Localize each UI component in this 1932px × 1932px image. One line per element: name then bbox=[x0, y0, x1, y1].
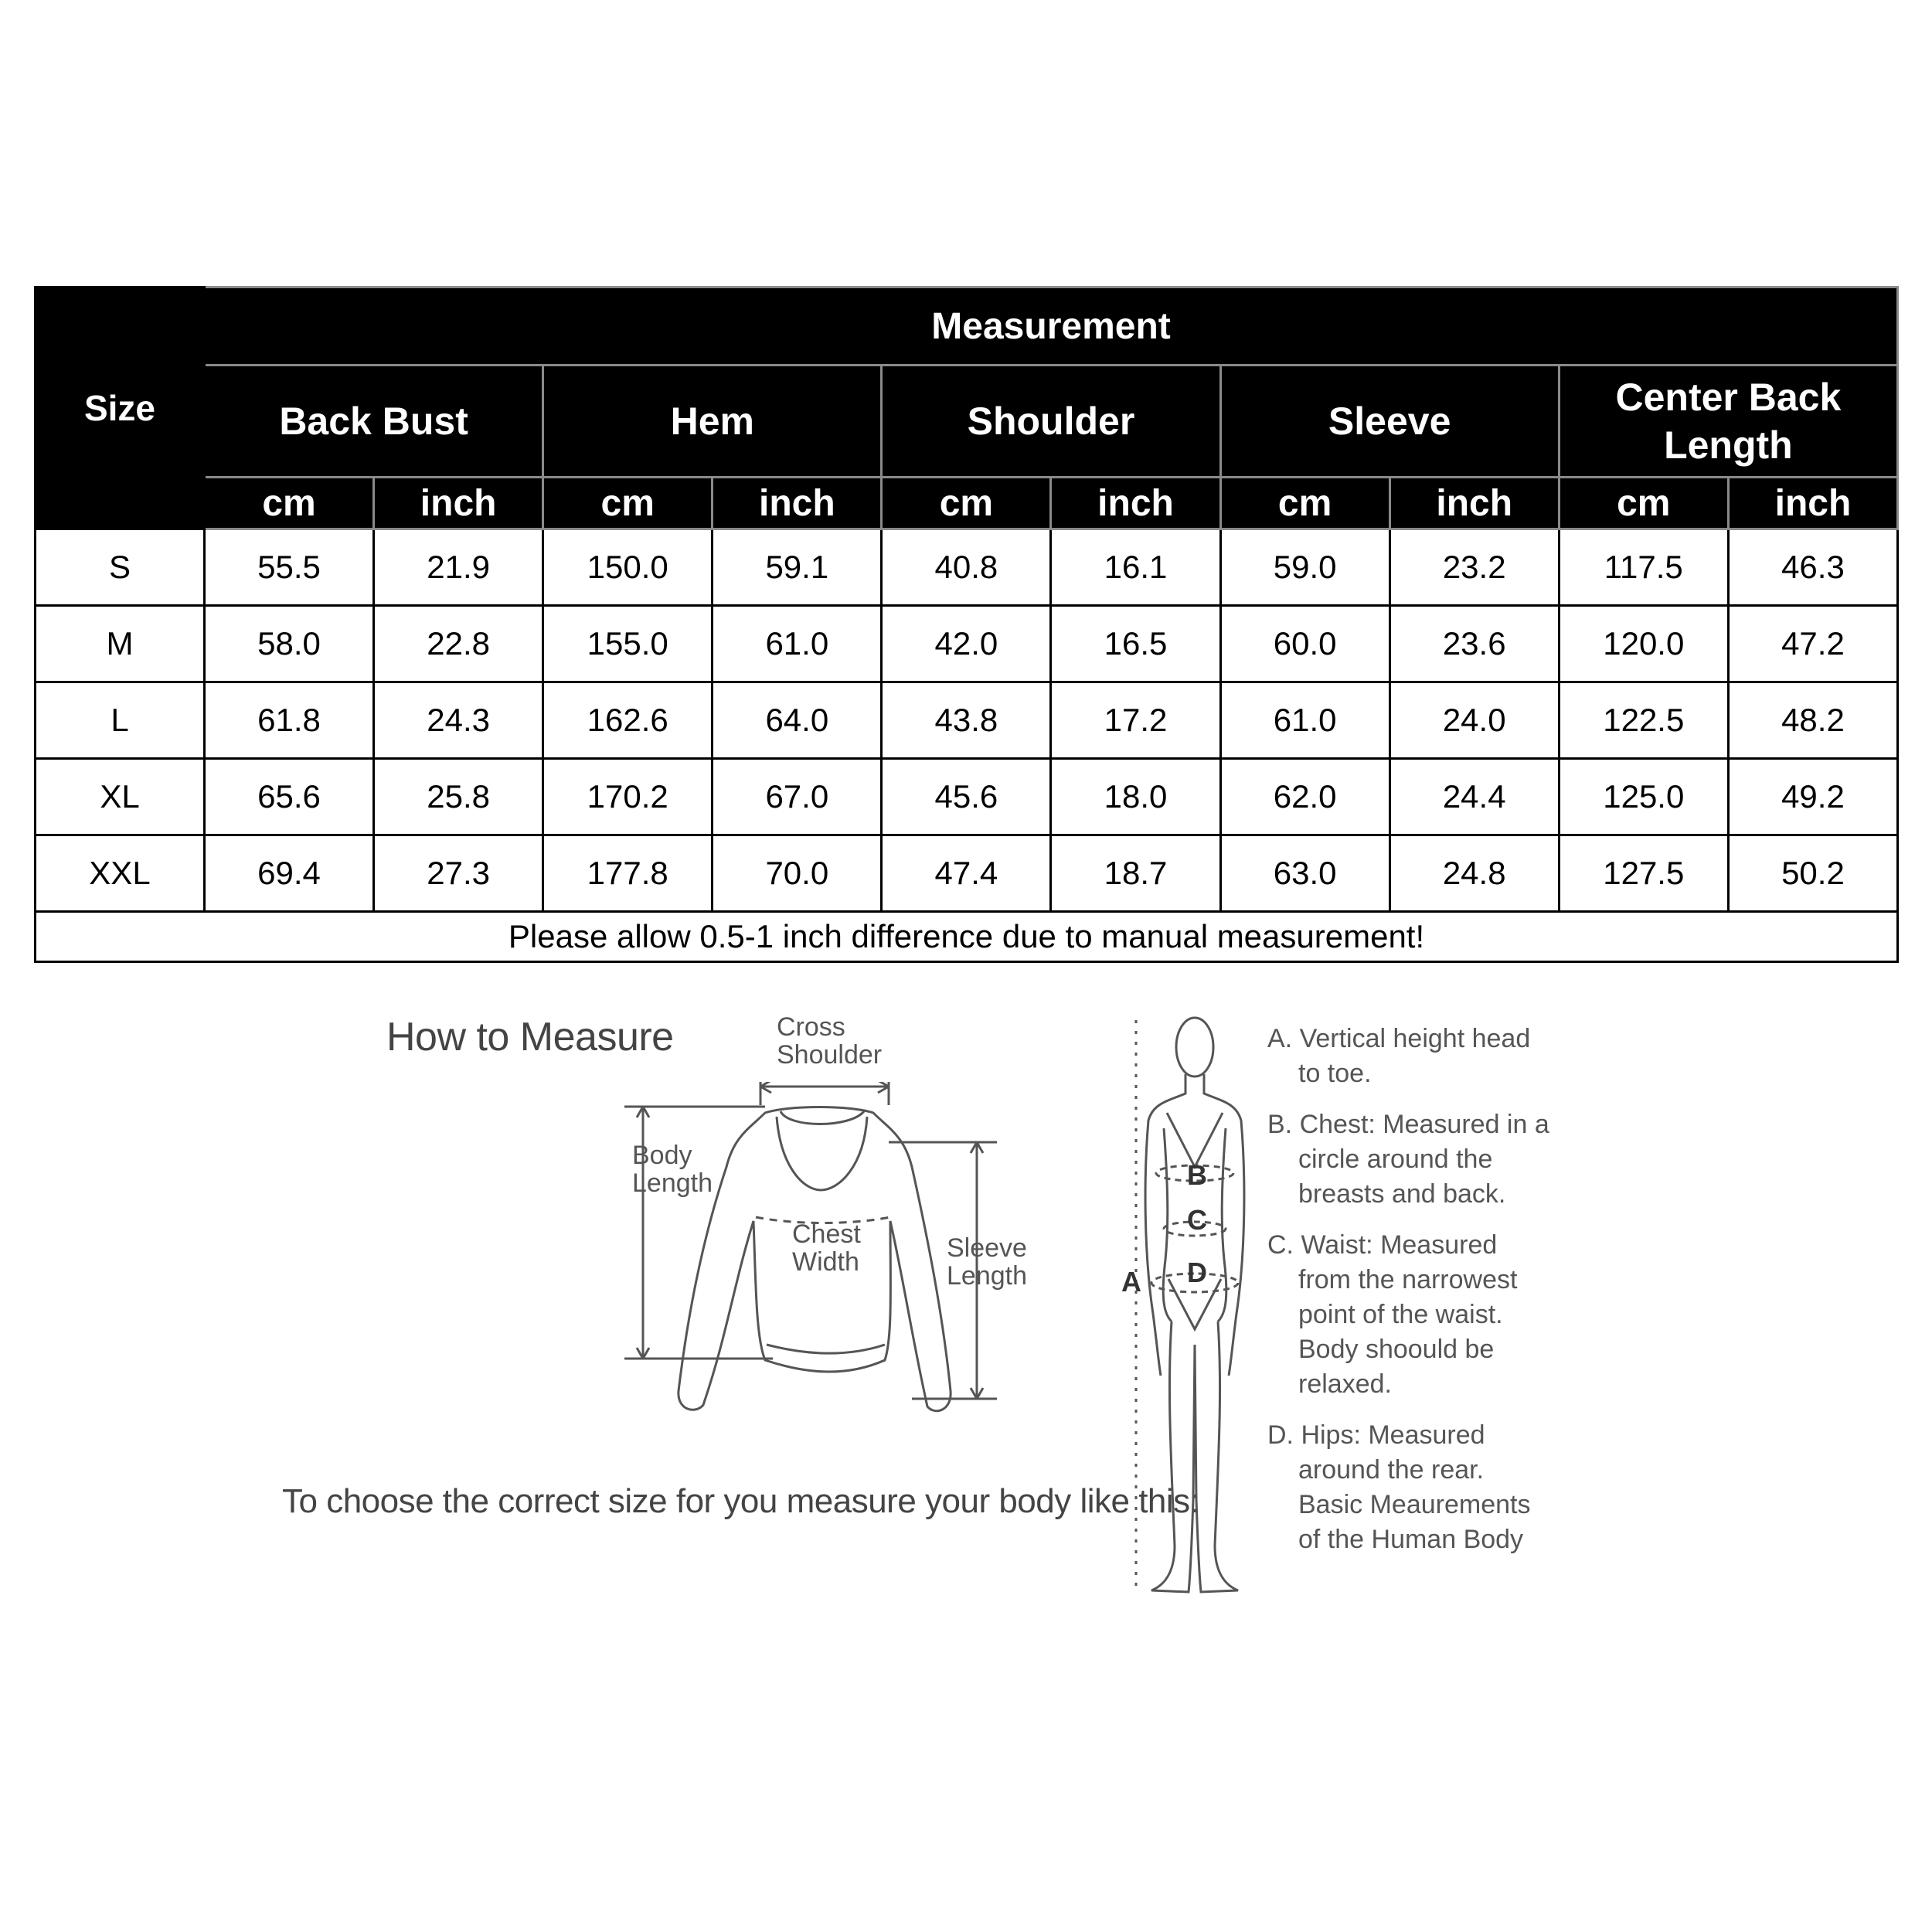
value-cell: 24.8 bbox=[1389, 835, 1559, 912]
legend-item-line: relaxed. bbox=[1298, 1369, 1392, 1399]
value-cell: 177.8 bbox=[543, 835, 713, 912]
value-cell: 67.0 bbox=[713, 759, 882, 835]
value-cell: 17.2 bbox=[1051, 682, 1220, 759]
measurement-header: Measurement bbox=[205, 287, 1898, 366]
value-cell: 127.5 bbox=[1559, 835, 1728, 912]
value-cell: 58.0 bbox=[205, 606, 374, 682]
value-cell: 49.2 bbox=[1728, 759, 1897, 835]
value-cell: 27.3 bbox=[374, 835, 543, 912]
value-cell: 61.8 bbox=[205, 682, 374, 759]
value-cell: 42.0 bbox=[882, 606, 1051, 682]
legend-item-line: circle around the bbox=[1298, 1145, 1493, 1174]
body-letter-c: C bbox=[1187, 1204, 1207, 1236]
unit-header-inch: inch bbox=[1728, 478, 1897, 529]
table-row bbox=[36, 606, 1898, 682]
group-header-back-bust: Back Bust bbox=[205, 366, 543, 478]
legend-item-line: Body shoould be bbox=[1298, 1335, 1495, 1364]
value-cell: 125.0 bbox=[1559, 759, 1728, 835]
size-cell: M bbox=[36, 606, 205, 682]
body-measure-legend bbox=[1267, 1022, 1592, 1573]
sleeve-length-label bbox=[947, 1235, 1027, 1290]
legend-item-heading: A. Vertical height head bbox=[1267, 1024, 1531, 1053]
value-cell: 47.2 bbox=[1728, 606, 1897, 682]
body-figure-diagram bbox=[1121, 1005, 1260, 1607]
value-cell: 48.2 bbox=[1728, 682, 1897, 759]
table-row bbox=[36, 682, 1898, 759]
value-cell: 63.0 bbox=[1220, 835, 1389, 912]
value-cell: 22.8 bbox=[374, 606, 543, 682]
how-to-measure-title: How to Measure bbox=[386, 1015, 674, 1060]
value-cell: 45.6 bbox=[882, 759, 1051, 835]
value-cell: 16.1 bbox=[1051, 529, 1220, 606]
body-letter-d: D bbox=[1187, 1257, 1207, 1288]
body-length-label bbox=[632, 1142, 713, 1197]
value-cell: 162.6 bbox=[543, 682, 713, 759]
value-cell: 18.7 bbox=[1051, 835, 1220, 912]
group-header-sleeve: Sleeve bbox=[1220, 366, 1559, 478]
value-cell: 23.2 bbox=[1389, 529, 1559, 606]
value-cell: 155.0 bbox=[543, 606, 713, 682]
legend-item-heading: B. Chest: Measured in a bbox=[1267, 1110, 1549, 1139]
value-cell: 43.8 bbox=[882, 682, 1051, 759]
chest-width-label-line1: Chest bbox=[792, 1219, 861, 1249]
value-cell: 18.0 bbox=[1051, 759, 1220, 835]
unit-header-inch: inch bbox=[1389, 478, 1559, 529]
unit-header-inch: inch bbox=[1051, 478, 1220, 529]
size-column-header: Size bbox=[36, 287, 205, 529]
table-row bbox=[36, 529, 1898, 606]
size-cell: S bbox=[36, 529, 205, 606]
unit-header-cm: cm bbox=[1220, 478, 1389, 529]
value-cell: 117.5 bbox=[1559, 529, 1728, 606]
size-cell: XXL bbox=[36, 835, 205, 912]
group-header-shoulder: Shoulder bbox=[882, 366, 1220, 478]
unit-header-cm: cm bbox=[205, 478, 374, 529]
legend-item bbox=[1267, 1022, 1592, 1091]
value-cell: 61.0 bbox=[1220, 682, 1389, 759]
value-cell: 69.4 bbox=[205, 835, 374, 912]
measurement-note: Please allow 0.5-1 inch difference due to manual measurement! bbox=[36, 912, 1898, 962]
measure-instruction: To choose the correct size for you measure your body like this: bbox=[282, 1482, 1199, 1520]
unit-header-inch: inch bbox=[374, 478, 543, 529]
value-cell: 23.6 bbox=[1389, 606, 1559, 682]
legend-item-line: of the Human Body bbox=[1298, 1525, 1524, 1554]
group-header-center-back-length: Center Back Length bbox=[1559, 366, 1897, 478]
legend-item bbox=[1267, 1228, 1592, 1402]
value-cell: 46.3 bbox=[1728, 529, 1897, 606]
value-cell: 170.2 bbox=[543, 759, 713, 835]
value-cell: 16.5 bbox=[1051, 606, 1220, 682]
value-cell: 21.9 bbox=[374, 529, 543, 606]
value-cell: 24.0 bbox=[1389, 682, 1559, 759]
legend-item-line: from the narrowest bbox=[1298, 1265, 1518, 1294]
value-cell: 40.8 bbox=[882, 529, 1051, 606]
unit-header-inch: inch bbox=[713, 478, 882, 529]
body-length-label-line1: Body bbox=[632, 1141, 692, 1170]
legend-item-line: point of the waist. bbox=[1298, 1300, 1503, 1329]
sleeve-length-label-line1: Sleeve bbox=[947, 1233, 1027, 1263]
value-cell: 24.4 bbox=[1389, 759, 1559, 835]
table-row bbox=[36, 835, 1898, 912]
value-cell: 55.5 bbox=[205, 529, 374, 606]
value-cell: 70.0 bbox=[713, 835, 882, 912]
value-cell: 62.0 bbox=[1220, 759, 1389, 835]
table-row bbox=[36, 759, 1898, 835]
cross-shoulder-label-line1: Cross bbox=[777, 1012, 845, 1042]
chest-width-label bbox=[792, 1221, 861, 1276]
body-letter-a: A bbox=[1121, 1266, 1141, 1298]
unit-header-cm: cm bbox=[882, 478, 1051, 529]
unit-header-cm: cm bbox=[543, 478, 713, 529]
sleeve-length-label-line2: Length bbox=[947, 1260, 1027, 1291]
value-cell: 65.6 bbox=[205, 759, 374, 835]
body-length-label-line2: Length bbox=[632, 1168, 713, 1198]
size-chart-table bbox=[34, 286, 1899, 963]
value-cell: 50.2 bbox=[1728, 835, 1897, 912]
value-cell: 150.0 bbox=[543, 529, 713, 606]
value-cell: 59.0 bbox=[1220, 529, 1389, 606]
legend-item-line: around the rear. bbox=[1298, 1455, 1485, 1485]
value-cell: 122.5 bbox=[1559, 682, 1728, 759]
legend-item-line: to toe. bbox=[1298, 1059, 1372, 1088]
value-cell: 61.0 bbox=[713, 606, 882, 682]
cross-shoulder-label bbox=[777, 1014, 882, 1069]
value-cell: 64.0 bbox=[713, 682, 882, 759]
value-cell: 25.8 bbox=[374, 759, 543, 835]
legend-item bbox=[1267, 1107, 1592, 1212]
value-cell: 59.1 bbox=[713, 529, 882, 606]
unit-header-cm: cm bbox=[1559, 478, 1728, 529]
legend-item-heading: C. Waist: Measured bbox=[1267, 1230, 1498, 1260]
chest-width-label-line2: Width bbox=[792, 1247, 859, 1277]
legend-item-line: breasts and back. bbox=[1298, 1179, 1506, 1209]
value-cell: 24.3 bbox=[374, 682, 543, 759]
cross-shoulder-label-line2: Shoulder bbox=[777, 1039, 883, 1070]
legend-item-line: Basic Meaurements bbox=[1298, 1490, 1531, 1519]
body-letter-b: B bbox=[1187, 1159, 1207, 1191]
legend-item-heading: D. Hips: Measured bbox=[1267, 1420, 1485, 1450]
value-cell: 47.4 bbox=[882, 835, 1051, 912]
size-cell: XL bbox=[36, 759, 205, 835]
group-header-hem: Hem bbox=[543, 366, 882, 478]
value-cell: 120.0 bbox=[1559, 606, 1728, 682]
value-cell: 60.0 bbox=[1220, 606, 1389, 682]
legend-item bbox=[1267, 1418, 1592, 1557]
size-cell: L bbox=[36, 682, 205, 759]
